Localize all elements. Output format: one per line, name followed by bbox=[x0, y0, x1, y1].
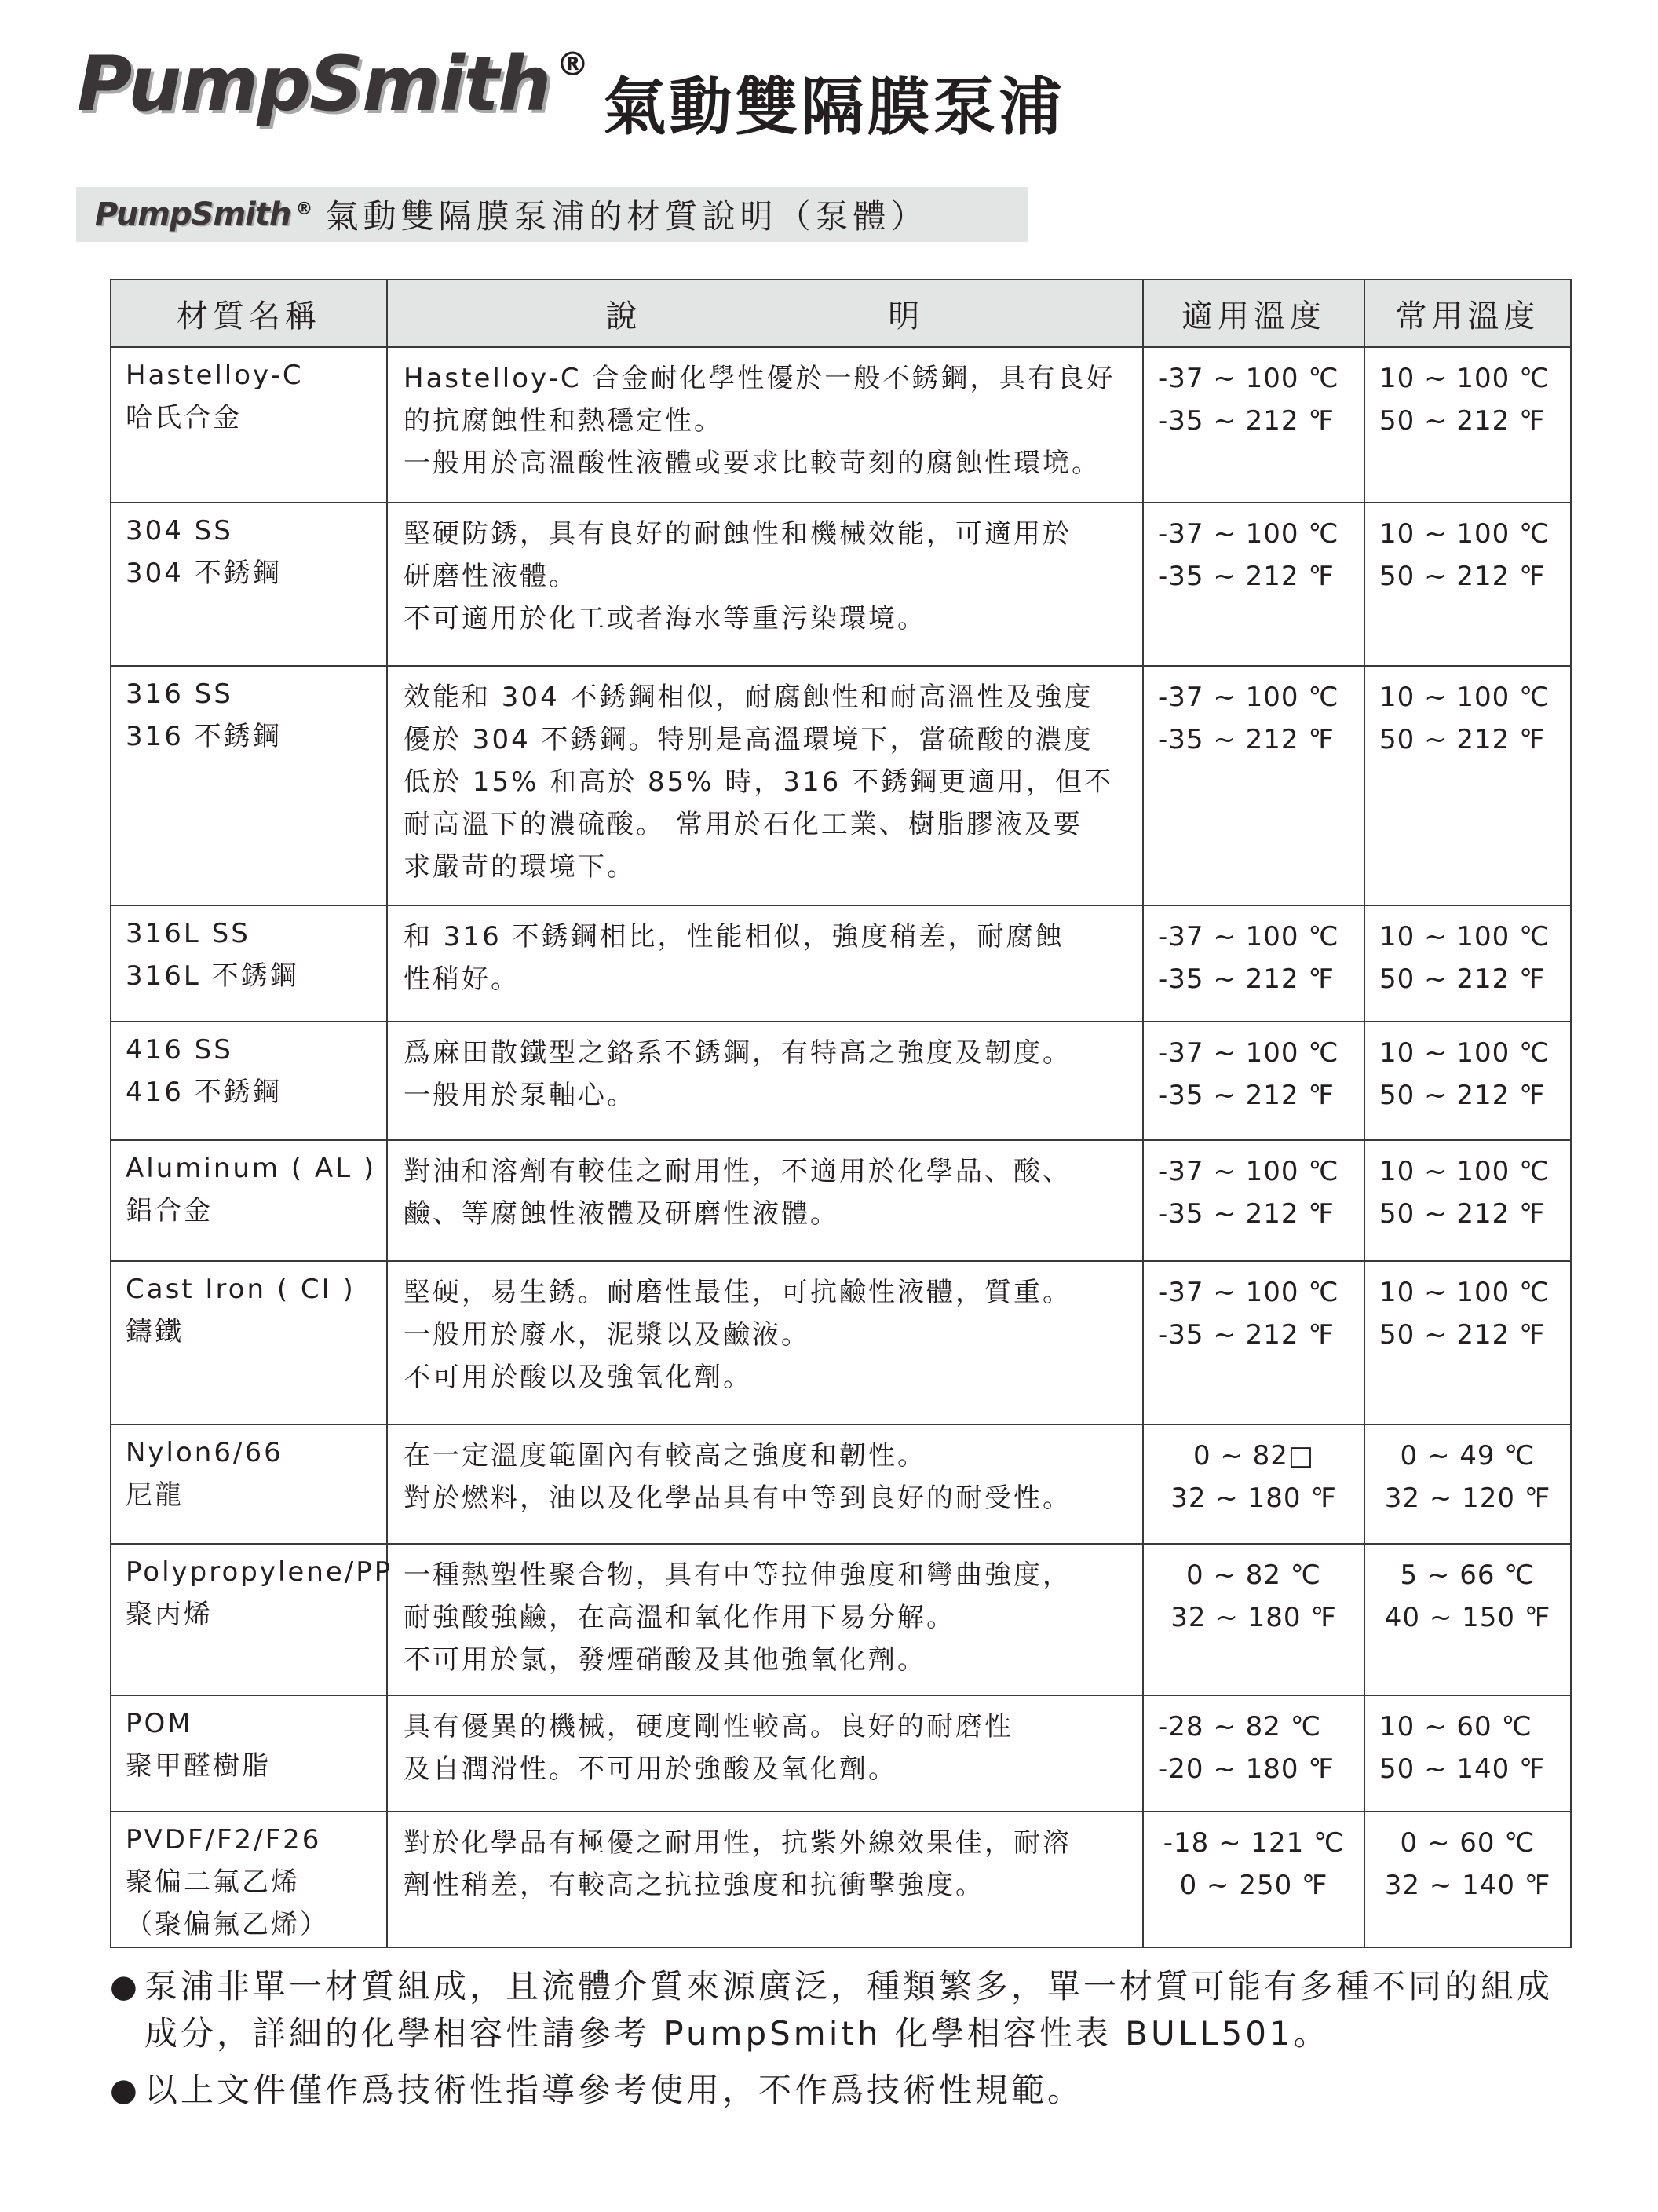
common-temp-line: 5 ~ 66 ℃ bbox=[1400, 1559, 1536, 1591]
applicable-temp-line: -37 ~ 100 ℃ bbox=[1158, 1156, 1339, 1187]
bullet-icon: ● bbox=[110, 2072, 141, 2108]
material-name-cell bbox=[111, 1812, 387, 1947]
applicable-temp-cell bbox=[1143, 1022, 1364, 1140]
description-line: 不可用於酸以及強氧化劑。 bbox=[404, 1362, 752, 1393]
material-name-line: Hastelloy-C bbox=[126, 360, 304, 391]
table-row bbox=[111, 1424, 1571, 1544]
common-temp-cell bbox=[1364, 666, 1571, 905]
common-temp-line: 10 ~ 100 ℃ bbox=[1379, 1156, 1550, 1187]
common-temp-line: 40 ~ 150 ℉ bbox=[1384, 1602, 1551, 1633]
table-header-row bbox=[111, 280, 1571, 347]
common-temp-cell bbox=[1364, 1424, 1571, 1544]
common-temp-cell bbox=[1364, 1261, 1571, 1424]
description-line: 的抗腐蝕性和熱穩定性。 bbox=[404, 405, 723, 437]
material-name-line: 316L 不銹鋼 bbox=[126, 960, 299, 992]
common-temp-cell bbox=[1364, 1695, 1571, 1812]
description-line: 及自潤滑性。不可用於強酸及氧化劑。 bbox=[404, 1753, 897, 1785]
page-title: 氣動雙隔膜泵浦 bbox=[603, 71, 1065, 144]
description-line: 優於 304 不銹鋼。特別是高溫環境下，當硫酸的濃度 bbox=[404, 724, 1094, 755]
table-row bbox=[111, 905, 1571, 1022]
applicable-temp-line: 0 ~ 250 ℉ bbox=[1179, 1870, 1328, 1901]
footnote-text: 泵浦非單一材質組成，且流體介質來源廣泛，種類繁多，單一材質可能有多種不同的組成成分，詳細的化學相容性請參考 PumpSmith 化學相容性表 BULL501。 bbox=[144, 1967, 1554, 2053]
common-temp-line: 32 ~ 120 ℉ bbox=[1384, 1483, 1551, 1514]
material-name-line: 鋁合金 bbox=[126, 1195, 213, 1227]
material-name-cell bbox=[111, 347, 387, 503]
material-name-line: Nylon6/66 bbox=[126, 1437, 283, 1468]
header-description-left: 說 bbox=[605, 298, 642, 335]
description-cell bbox=[387, 1022, 1143, 1140]
description-line: 鹼、等腐蝕性液體及研磨性液體。 bbox=[404, 1198, 839, 1230]
common-temp-line: 10 ~ 100 ℃ bbox=[1379, 363, 1550, 394]
common-temp-line: 10 ~ 100 ℃ bbox=[1379, 921, 1550, 952]
common-temp-line: 10 ~ 100 ℃ bbox=[1379, 1277, 1550, 1308]
material-name-line: 聚偏二氟乙烯 bbox=[126, 1866, 300, 1898]
description-cell bbox=[387, 1261, 1143, 1424]
section-registered-mark: ® bbox=[295, 199, 313, 219]
description-cell bbox=[387, 905, 1143, 1022]
common-temp-cell bbox=[1364, 1544, 1571, 1695]
common-temp-cell bbox=[1364, 1812, 1571, 1947]
material-name-cell bbox=[111, 1424, 387, 1544]
description-cell bbox=[387, 666, 1143, 905]
applicable-temp-cell bbox=[1143, 666, 1364, 905]
description-line: 低於 15% 和高於 85% 時，316 不銹鋼更適用，但不 bbox=[404, 766, 1114, 798]
applicable-temp-line: -35 ~ 212 ℉ bbox=[1158, 1198, 1335, 1230]
applicable-temp-cell bbox=[1143, 1544, 1364, 1695]
table-row bbox=[111, 1140, 1571, 1261]
material-name-line: 316 不銹鋼 bbox=[126, 721, 282, 752]
applicable-temp-line: -37 ~ 100 ℃ bbox=[1158, 682, 1339, 713]
applicable-temp-line: -35 ~ 212 ℉ bbox=[1158, 724, 1335, 755]
description-line: 求嚴苛的環境下。 bbox=[404, 851, 636, 883]
description-line: Hastelloy-C 合金耐化學性優於一般不銹鋼，具有良好 bbox=[404, 363, 1116, 394]
description-cell bbox=[387, 503, 1143, 666]
description-cell bbox=[387, 1695, 1143, 1812]
material-name-line: （聚偏氟乙烯） bbox=[126, 1909, 329, 1940]
header-material-name: 材質名稱 bbox=[111, 280, 387, 347]
material-name-line: 哈氏合金 bbox=[126, 402, 242, 433]
applicable-temp-line: 0 ~ 82□ bbox=[1192, 1440, 1315, 1472]
applicable-temp-line: -18 ~ 121 ℃ bbox=[1163, 1827, 1345, 1859]
table-row bbox=[111, 1544, 1571, 1695]
common-temp-line: 50 ~ 212 ℉ bbox=[1379, 1080, 1546, 1111]
material-name-cell bbox=[111, 666, 387, 905]
common-temp-cell bbox=[1364, 347, 1571, 503]
common-temp-line: 32 ~ 140 ℉ bbox=[1384, 1870, 1551, 1901]
common-temp-line: 10 ~ 100 ℃ bbox=[1379, 682, 1550, 713]
material-name-cell bbox=[111, 1022, 387, 1140]
description-line: 不可用於氯，發煙硝酸及其他強氧化劑。 bbox=[404, 1644, 926, 1676]
material-name-line: 316L SS bbox=[126, 918, 250, 949]
material-name-line: 416 SS bbox=[126, 1034, 233, 1066]
brand-logo: PumpSmith bbox=[77, 40, 550, 128]
applicable-temp-cell bbox=[1143, 1261, 1364, 1424]
bullet-icon: ● bbox=[110, 1969, 141, 2005]
material-name-cell bbox=[111, 1261, 387, 1424]
description-line: 和 316 不銹鋼相比，性能相似，強度稍差，耐腐蝕 bbox=[404, 921, 1065, 952]
description-cell bbox=[387, 1140, 1143, 1261]
common-temp-line: 0 ~ 60 ℃ bbox=[1400, 1827, 1536, 1859]
applicable-temp-line: -35 ~ 212 ℉ bbox=[1158, 963, 1335, 995]
description-cell bbox=[387, 347, 1143, 503]
description-line: 一般用於廢水，泥漿以及鹼液。 bbox=[404, 1319, 810, 1351]
registered-mark: ® bbox=[556, 45, 590, 83]
common-temp-line: 50 ~ 212 ℉ bbox=[1379, 561, 1546, 592]
description-line: 一種熱塑性聚合物，具有中等拉伸強度和彎曲強度， bbox=[404, 1559, 1072, 1591]
common-temp-line: 50 ~ 140 ℉ bbox=[1379, 1753, 1546, 1785]
description-line: 耐高溫下的濃硫酸。 常用於石化工業、樹脂膠液及要 bbox=[404, 809, 1083, 840]
header-applicable-temp: 適用溫度 bbox=[1143, 280, 1364, 347]
applicable-temp-cell bbox=[1143, 1140, 1364, 1261]
description-line: 爲麻田散鐵型之鉻系不銹鋼，有特高之強度及韌度。 bbox=[404, 1037, 1072, 1069]
applicable-temp-cell bbox=[1143, 503, 1364, 666]
common-temp-line: 10 ~ 60 ℃ bbox=[1379, 1711, 1532, 1742]
common-temp-cell bbox=[1364, 503, 1571, 666]
description-line: 研磨性液體。 bbox=[404, 561, 578, 592]
material-name-cell bbox=[111, 1695, 387, 1812]
description-line: 堅硬防銹，具有良好的耐蝕性和機械效能，可適用於 bbox=[404, 518, 1072, 550]
description-line: 一般用於泵軸心。 bbox=[404, 1080, 636, 1111]
common-temp-line: 10 ~ 100 ℃ bbox=[1379, 1037, 1550, 1069]
material-name-line: 鑄鐵 bbox=[126, 1316, 184, 1347]
applicable-temp-line: -37 ~ 100 ℃ bbox=[1158, 518, 1339, 550]
common-temp-cell bbox=[1364, 905, 1571, 1022]
material-name-line: 416 不銹鋼 bbox=[126, 1077, 282, 1108]
footnotes bbox=[110, 1963, 1578, 2114]
material-name-line: POM bbox=[126, 1708, 193, 1739]
description-line: 效能和 304 不銹鋼相似，耐腐蝕性和耐高溫性及強度 bbox=[404, 682, 1094, 713]
common-temp-line: 50 ~ 212 ℉ bbox=[1379, 405, 1546, 437]
description-line: 具有優異的機械，硬度剛性較高。良好的耐磨性 bbox=[404, 1711, 1013, 1742]
applicable-temp-line: -20 ~ 180 ℉ bbox=[1158, 1753, 1335, 1785]
material-name-line: 聚甲醛樹脂 bbox=[126, 1750, 271, 1782]
section-header bbox=[76, 187, 1028, 242]
description-line: 劑性稍差，有較高之抗拉強度和抗衝擊強度。 bbox=[404, 1870, 984, 1901]
section-title: 氣動雙隔膜泵浦的材質說明（泵體） bbox=[325, 197, 929, 236]
table-row bbox=[111, 1022, 1571, 1140]
description-cell bbox=[387, 1544, 1143, 1695]
applicable-temp-line: -37 ~ 100 ℃ bbox=[1158, 921, 1339, 952]
header-description-right: 明 bbox=[888, 298, 925, 335]
table-row bbox=[111, 666, 1571, 905]
applicable-temp-line: -28 ~ 82 ℃ bbox=[1158, 1711, 1321, 1742]
footnote-text: 以上文件僅作爲技術性指導參考使用，不作爲技術性規範。 bbox=[144, 2071, 1084, 2109]
applicable-temp-cell bbox=[1143, 347, 1364, 503]
material-name-line: Aluminum ( AL ) bbox=[126, 1153, 377, 1184]
description-line: 性稍好。 bbox=[404, 963, 520, 995]
applicable-temp-line: -35 ~ 212 ℉ bbox=[1158, 1080, 1335, 1111]
applicable-temp-cell bbox=[1143, 1812, 1364, 1947]
material-name-cell bbox=[111, 503, 387, 666]
table-row bbox=[111, 347, 1571, 503]
material-name-line: 316 SS bbox=[126, 678, 233, 710]
applicable-temp-line: 32 ~ 180 ℉ bbox=[1170, 1602, 1337, 1633]
material-name-line: Cast Iron ( CI ) bbox=[126, 1274, 356, 1305]
description-line: 一般用於高溫酸性液體或要求比較苛刻的腐蝕性環境。 bbox=[404, 448, 1101, 479]
header-common-temp: 常用溫度 bbox=[1364, 280, 1571, 347]
description-line: 對於化學品有極優之耐用性，抗紫外線效果佳，耐溶 bbox=[404, 1827, 1072, 1859]
description-line: 堅硬，易生銹。耐磨性最佳，可抗鹼性液體，質重。 bbox=[404, 1277, 1072, 1308]
table-row bbox=[111, 503, 1571, 666]
description-cell bbox=[387, 1812, 1143, 1947]
applicable-temp-cell bbox=[1143, 905, 1364, 1022]
common-temp-line: 0 ~ 49 ℃ bbox=[1400, 1440, 1536, 1472]
material-name-cell bbox=[111, 1140, 387, 1261]
applicable-temp-cell bbox=[1143, 1424, 1364, 1544]
table-row bbox=[111, 1812, 1571, 1947]
table-row bbox=[111, 1261, 1571, 1424]
common-temp-cell bbox=[1364, 1140, 1571, 1261]
material-name-line: 304 不銹鋼 bbox=[126, 558, 282, 589]
material-name-line: Polypropylene/PP bbox=[126, 1556, 393, 1588]
material-name-line: PVDF/F2/F26 bbox=[126, 1824, 322, 1856]
section-brand-logo: PumpSmith bbox=[95, 196, 291, 232]
common-temp-line: 50 ~ 212 ℉ bbox=[1379, 963, 1546, 995]
description-cell bbox=[387, 1424, 1143, 1544]
description-line: 不可適用於化工或者海水等重污染環境。 bbox=[404, 603, 926, 634]
applicable-temp-line: -35 ~ 212 ℉ bbox=[1158, 1319, 1335, 1351]
materials-table bbox=[110, 279, 1572, 1948]
applicable-temp-line: 32 ~ 180 ℉ bbox=[1170, 1483, 1337, 1514]
common-temp-line: 10 ~ 100 ℃ bbox=[1379, 518, 1550, 550]
material-name-line: 尼龍 bbox=[126, 1479, 184, 1511]
applicable-temp-line: 0 ~ 82 ℃ bbox=[1186, 1559, 1321, 1591]
applicable-temp-line: -35 ~ 212 ℉ bbox=[1158, 405, 1335, 437]
common-temp-line: 50 ~ 212 ℉ bbox=[1379, 1198, 1546, 1230]
applicable-temp-line: -37 ~ 100 ℃ bbox=[1158, 363, 1339, 394]
applicable-temp-cell bbox=[1143, 1695, 1364, 1812]
applicable-temp-line: -37 ~ 100 ℃ bbox=[1158, 1277, 1339, 1308]
footnote-item bbox=[110, 1963, 1578, 2057]
description-line: 在一定溫度範圍內有較高之強度和韌性。 bbox=[404, 1440, 926, 1472]
description-line: 對油和溶劑有較佳之耐用性，不適用於化學品、酸、 bbox=[404, 1156, 1072, 1187]
common-temp-line: 50 ~ 212 ℉ bbox=[1379, 1319, 1546, 1351]
material-name-cell bbox=[111, 905, 387, 1022]
material-name-line: 304 SS bbox=[126, 515, 233, 547]
header-description bbox=[387, 280, 1143, 347]
common-temp-line: 50 ~ 212 ℉ bbox=[1379, 724, 1546, 755]
description-line: 對於燃料，油以及化學品具有中等到良好的耐受性。 bbox=[404, 1483, 1072, 1514]
material-name-cell bbox=[111, 1544, 393, 1695]
page-header bbox=[77, 41, 1065, 143]
common-temp-cell bbox=[1364, 1022, 1571, 1140]
footnote-item bbox=[110, 2067, 1578, 2114]
material-name-line: 聚丙烯 bbox=[126, 1599, 213, 1630]
description-line: 耐強酸強鹼，在高溫和氧化作用下易分解。 bbox=[404, 1602, 955, 1633]
applicable-temp-line: -37 ~ 100 ℃ bbox=[1158, 1037, 1339, 1069]
applicable-temp-line: -35 ~ 212 ℉ bbox=[1158, 561, 1335, 592]
table-row bbox=[111, 1695, 1571, 1812]
